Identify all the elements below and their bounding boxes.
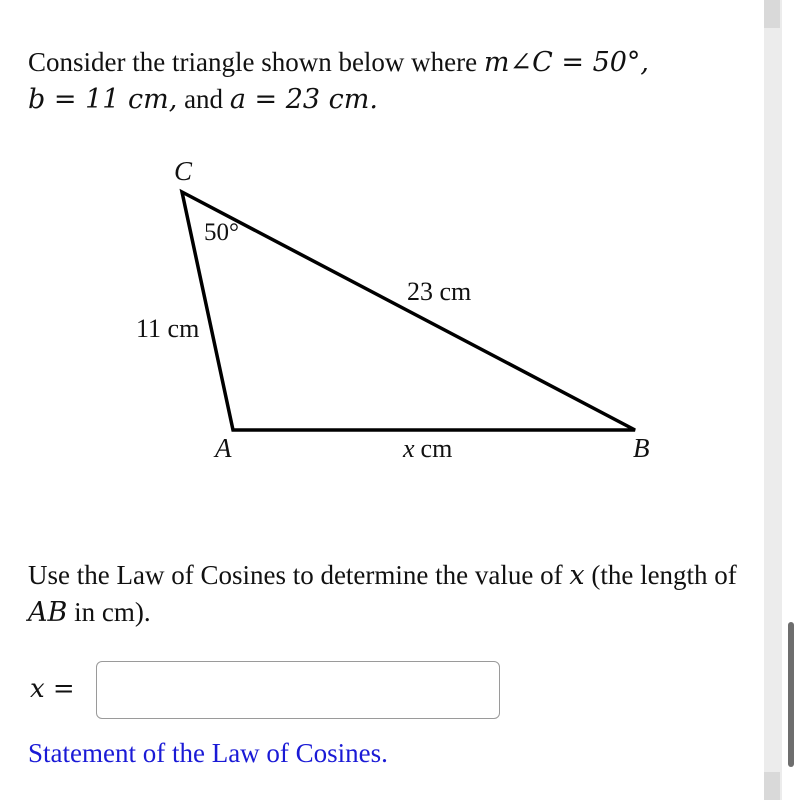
instruction-after-ab: in cm). xyxy=(74,597,151,627)
scroll-bottom-edge xyxy=(764,772,780,800)
scrollbar-track[interactable] xyxy=(764,0,782,800)
side-b-expression: b = 11 cm, xyxy=(28,84,178,115)
side-a-expression: a = 23 cm. xyxy=(229,84,378,115)
instruction-text xyxy=(28,557,748,631)
side-ab-var: x xyxy=(403,434,415,463)
scroll-top-edge xyxy=(764,0,780,28)
instruction-x-var: x xyxy=(569,560,585,591)
angle-expression: m∠C = 50°, xyxy=(483,47,650,78)
vertex-a-label: A xyxy=(215,433,232,463)
vertex-b-label: B xyxy=(633,433,650,463)
instruction-before-x: Use the Law of Cosines to determine the value of xyxy=(28,560,563,590)
instruction-ab-var: AB xyxy=(28,597,68,628)
instruction-after-x: (the length of xyxy=(591,560,737,590)
side-ac-label: 11 cm xyxy=(136,314,200,343)
side-ab-label xyxy=(402,434,452,463)
problem-intro: Consider the triangle shown below where xyxy=(28,47,478,77)
triangle-outline xyxy=(182,192,635,430)
answer-input[interactable] xyxy=(96,661,500,719)
law-of-cosines-link[interactable]: Statement of the Law of Cosines. xyxy=(28,738,388,768)
problem-statement xyxy=(28,44,748,118)
angle-c-label: 50° xyxy=(204,219,239,246)
and-word: and xyxy=(184,84,224,114)
answer-label: x = xyxy=(30,674,75,704)
side-cb-label: 23 cm xyxy=(407,277,472,306)
vertex-c-label: C xyxy=(174,156,193,186)
side-ab-unit: cm xyxy=(420,434,453,463)
triangle-figure xyxy=(120,150,680,480)
scrollbar-thumb[interactable] xyxy=(788,622,794,767)
